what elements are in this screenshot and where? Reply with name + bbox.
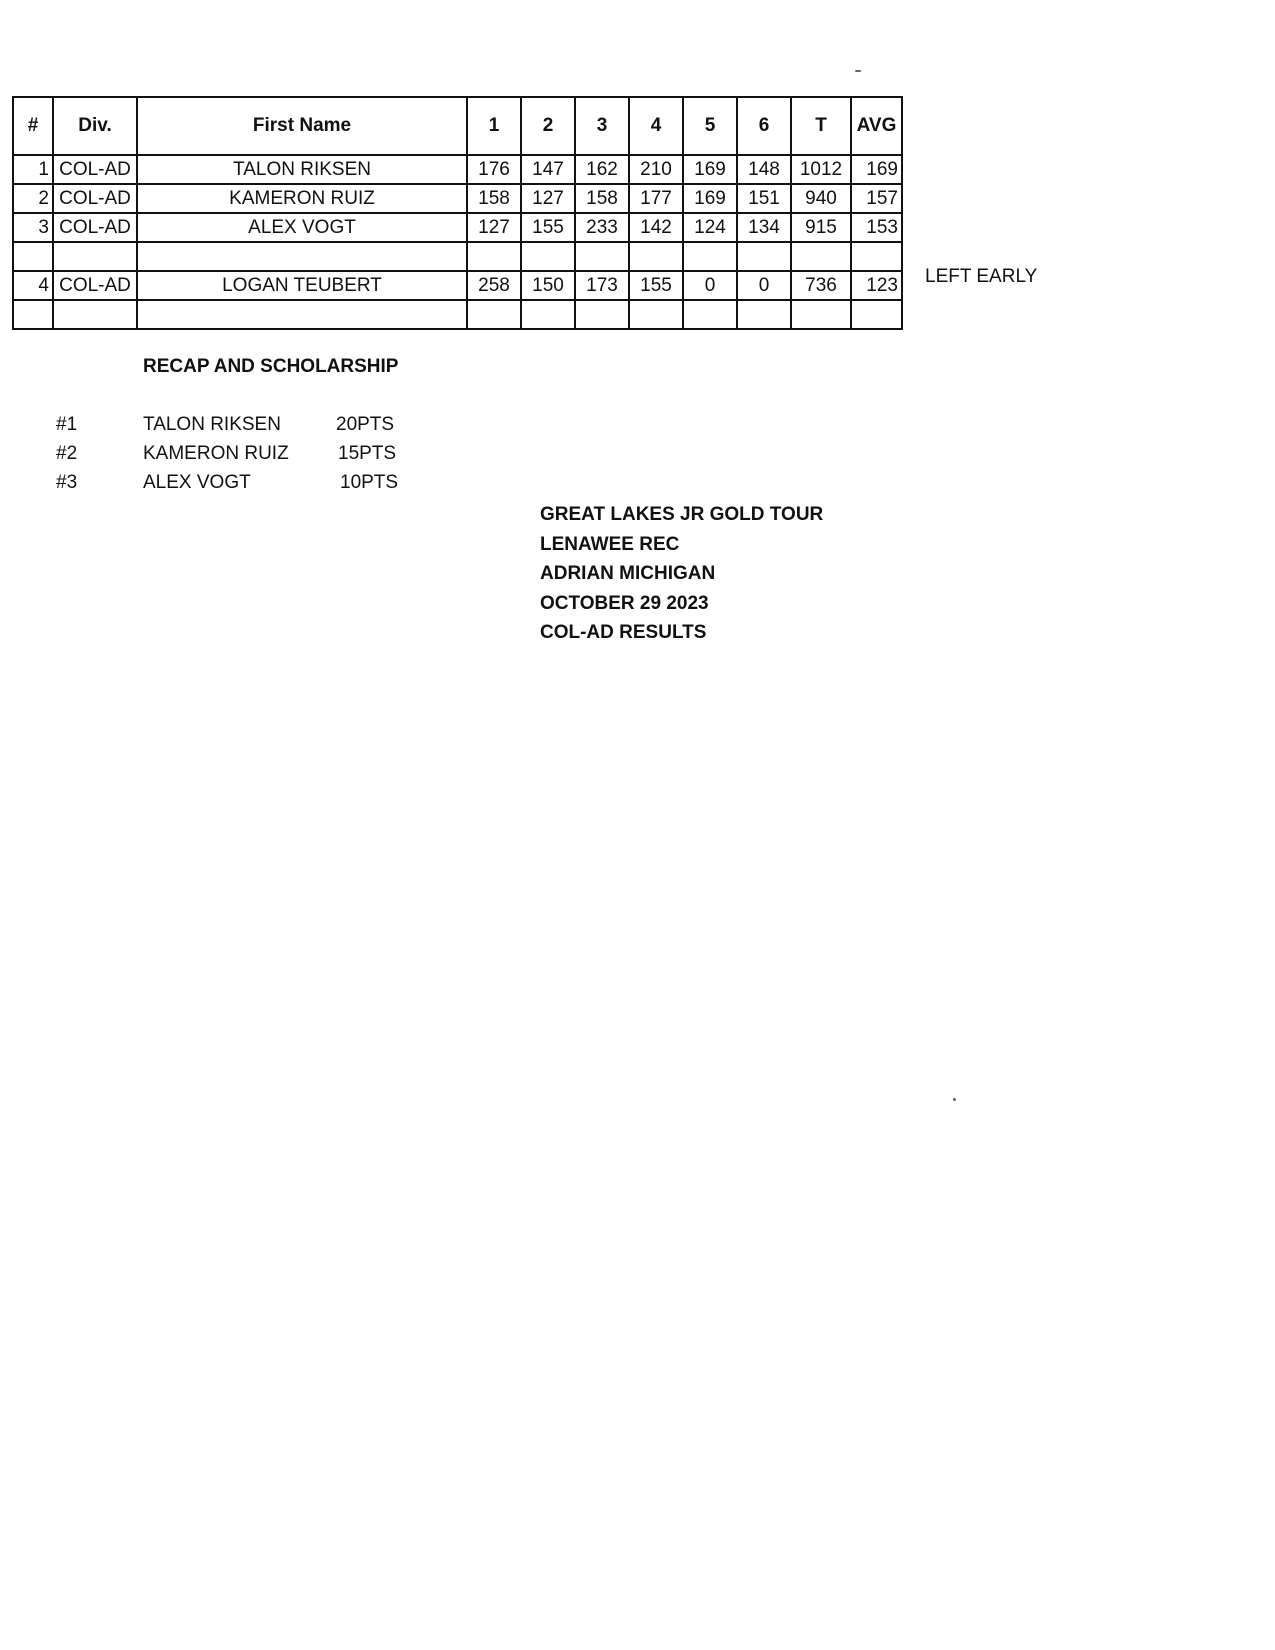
average-cell: 169 xyxy=(851,155,902,184)
rank-cell: 3 xyxy=(13,213,53,242)
name-cell: LOGAN TEUBERT xyxy=(137,271,467,300)
recap-points: 10PTS xyxy=(340,472,399,493)
scan-speck xyxy=(855,70,861,72)
game-4-cell: 177 xyxy=(629,184,683,213)
header-total: T xyxy=(791,97,851,155)
event-date: OCTOBER 29 2023 xyxy=(540,592,709,614)
game-1-cell: 258 xyxy=(467,271,521,300)
event-results-label: COL-AD RESULTS xyxy=(540,622,707,643)
empty-table-row xyxy=(13,242,902,271)
table-row xyxy=(13,184,902,213)
header-game-1: 1 xyxy=(467,97,521,155)
header-game-2: 2 xyxy=(521,97,575,155)
header-average: AVG xyxy=(851,97,902,155)
recap-title: RECAP AND SCHOLARSHIP xyxy=(143,356,399,377)
header-game-5: 5 xyxy=(683,97,737,155)
average-cell: 153 xyxy=(851,213,902,242)
recap-name: KAMERON RUIZ xyxy=(143,443,289,464)
recap-rank: #1 xyxy=(56,414,78,435)
recap-rank: #2 xyxy=(56,443,78,464)
header-first-name: First Name xyxy=(137,97,467,155)
game-1-cell: 127 xyxy=(467,213,521,242)
division-cell: COL-AD xyxy=(53,271,137,300)
recap-name: ALEX VOGT xyxy=(143,472,251,493)
game-5-cell: 169 xyxy=(683,184,737,213)
empty-table-row xyxy=(13,300,902,329)
left-early-note: LEFT EARLY xyxy=(925,266,1038,287)
rank-cell: 1 xyxy=(13,155,53,184)
game-5-cell: 124 xyxy=(683,213,737,242)
table-header-row xyxy=(13,97,902,155)
recap-points: 20PTS xyxy=(336,414,395,435)
rank-cell: 2 xyxy=(13,184,53,213)
scan-speck xyxy=(953,1098,956,1101)
recap-name: TALON RIKSEN xyxy=(143,414,281,435)
rank-cell: 4 xyxy=(13,271,53,300)
name-cell: TALON RIKSEN xyxy=(137,155,467,184)
game-1-cell: 158 xyxy=(467,184,521,213)
game-6-cell: 151 xyxy=(737,184,791,213)
event-location: ADRIAN MICHIGAN xyxy=(540,563,716,584)
header-game-6: 6 xyxy=(737,97,791,155)
table-row xyxy=(13,213,902,242)
game-3-cell: 158 xyxy=(575,184,629,213)
name-cell: KAMERON RUIZ xyxy=(137,184,467,213)
event-tour-name: GREAT LAKES JR GOLD TOUR xyxy=(540,504,824,525)
game-2-cell: 155 xyxy=(521,213,575,242)
game-3-cell: 233 xyxy=(575,213,629,242)
game-3-cell: 162 xyxy=(575,155,629,184)
total-cell: 940 xyxy=(791,184,851,213)
game-2-cell: 150 xyxy=(521,271,575,300)
division-cell: COL-AD xyxy=(53,184,137,213)
average-cell: 123 xyxy=(851,271,902,300)
total-cell: 915 xyxy=(791,213,851,242)
results-table xyxy=(12,96,903,330)
name-cell: ALEX VOGT xyxy=(137,213,467,242)
game-3-cell: 173 xyxy=(575,271,629,300)
division-cell: COL-AD xyxy=(53,155,137,184)
game-4-cell: 155 xyxy=(629,271,683,300)
game-1-cell: 176 xyxy=(467,155,521,184)
division-cell: COL-AD xyxy=(53,213,137,242)
event-venue: LENAWEE REC xyxy=(540,533,680,555)
game-2-cell: 147 xyxy=(521,155,575,184)
average-cell: 157 xyxy=(851,184,902,213)
game-5-cell: 169 xyxy=(683,155,737,184)
total-cell: 736 xyxy=(791,271,851,300)
header-division: Div. xyxy=(53,97,137,155)
recap-points: 15PTS xyxy=(338,443,397,464)
header-rank: # xyxy=(13,97,53,155)
game-4-cell: 210 xyxy=(629,155,683,184)
game-4-cell: 142 xyxy=(629,213,683,242)
table-row xyxy=(13,155,902,184)
game-2-cell: 127 xyxy=(521,184,575,213)
table-row xyxy=(13,271,902,300)
total-cell: 1012 xyxy=(791,155,851,184)
header-game-4: 4 xyxy=(629,97,683,155)
event-info xyxy=(540,500,823,648)
game-6-cell: 0 xyxy=(737,271,791,300)
game-6-cell: 134 xyxy=(737,213,791,242)
recap-rank: #3 xyxy=(56,472,78,493)
header-game-3: 3 xyxy=(575,97,629,155)
game-6-cell: 148 xyxy=(737,155,791,184)
game-5-cell: 0 xyxy=(683,271,737,300)
